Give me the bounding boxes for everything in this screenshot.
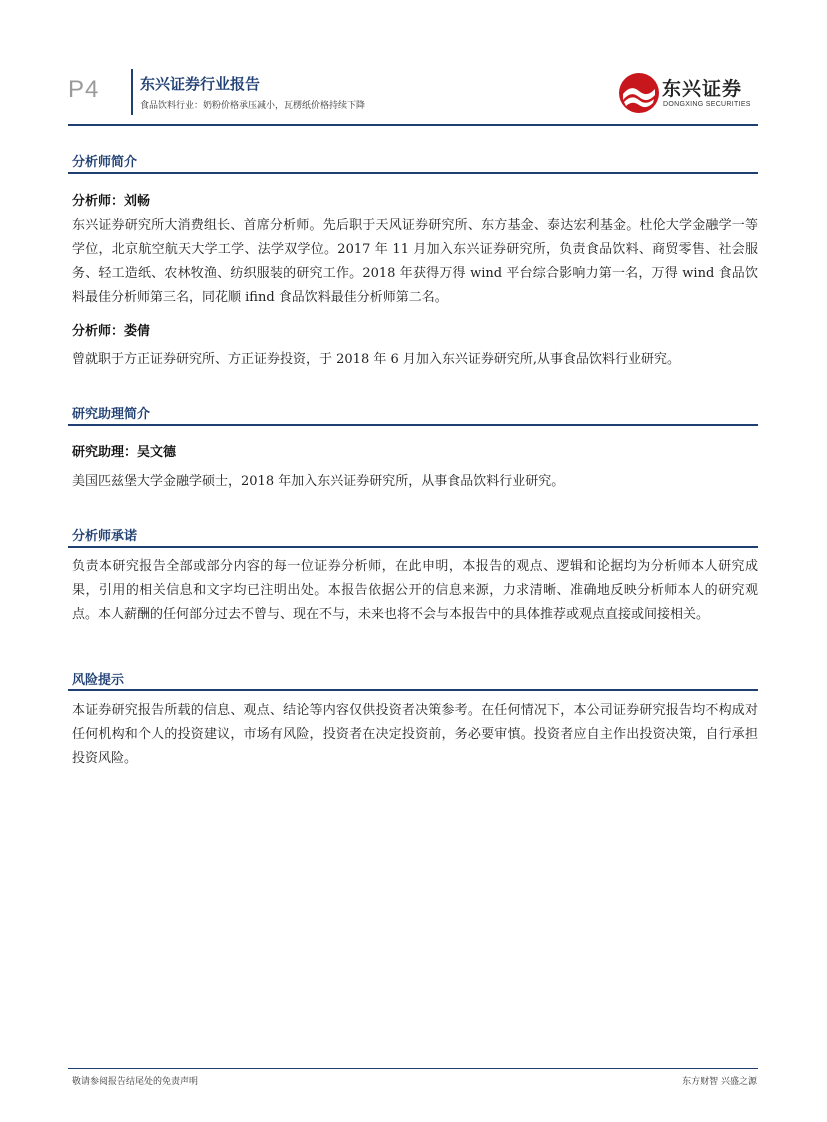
logo-mark-icon [618,72,660,114]
section-title-assistant-intro: 研究助理简介 [72,407,151,422]
report-title: 东兴证券行业报告 [140,75,261,93]
commitment-text: 负责本研究报告全部或部分内容的每一位证券分析师，在此申明，本报告的观点、逻辑和论据均为分析师本人研究成果，引用的相关信息和文字均已注明出处。本报告依据公开的信息来源，力求清晰、准确地反映分析师本人的研究观点。本人薪酬的任何部分过去不曾与、现在不与，未来也将不会与本报告中的具体推荐或观点直接或间接相关。 [72,559,758,622]
company-logo [618,72,758,116]
section-rule [68,172,758,174]
logo-text-en: DONGXING SECURITIES [663,101,751,108]
risk-text: 本证券研究报告所载的信息、观点、结论等内容仅供投资者决策参考。在任何情况下，本公司证券研究报告均不构成对任何机构和个人的投资建议，市场有风险，投资者在决定投资前，务必要审慎。投资者应自主作出投资决策，自行承担投资风险。 [72,703,758,766]
section-title-risk: 风险提示 [72,673,125,688]
section-rule [68,424,758,426]
footer-rule [68,1068,758,1069]
header-rule [68,124,758,126]
assistant-bio: 美国匹兹堡大学金融学硕士，2018 年加入东兴证券研究所，从事食品饮料行业研究。 [72,474,565,489]
analyst-bio-2: 曾就职于方正证券研究所、方正证券投资，于 2018 年 6 月加入东兴证券研究所,从事食品饮料行业研究。 [72,352,681,367]
section-rule [68,546,758,548]
header-divider [131,69,133,115]
assistant-name: 研究助理：吴文德 [72,445,177,460]
footer-slogan: 东方财智 兴盛之源 [682,1077,757,1087]
logo-text-cn: 东兴证券 [662,78,743,100]
report-subtitle: 食品饮料行业：奶粉价格承压减小，瓦楞纸价格持续下降 [140,101,366,111]
page-header [68,66,758,124]
section-title-analyst-intro: 分析师简介 [72,155,138,170]
page-number: P4 [68,76,100,103]
footer-disclaimer-note: 敬请参阅报告结尾处的免责声明 [72,1077,199,1087]
section-rule [68,689,758,691]
analyst-name-1: 分析师：刘畅 [72,194,151,209]
analyst-name-2: 分析师：娄倩 [72,324,151,339]
section-title-commitment: 分析师承诺 [72,529,138,544]
analyst-bio-1: 东兴证券研究所大消费组长、首席分析师。先后职于天风证券研究所、东方基金、泰达宏利基金。杜伦大学金融学一等学位，北京航空航天大学工学、法学双学位。2017 年 11 月加入东兴证券研究所，负责食品饮料、商贸零售、社会服务、轻工造纸、农林牧渔、纺织服装的研究工作。2018 年获得万得 wind 平台综合影响力第一名，万得 wind 食品饮料最佳分析师第三名，同花顺 ifind 食品饮料最佳分析师第二名。 [72,218,758,305]
